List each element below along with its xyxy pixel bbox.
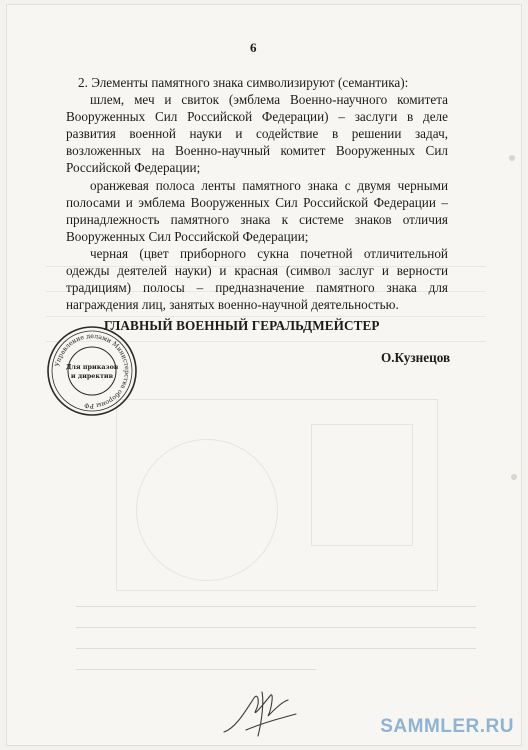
official-stamp: [46, 325, 138, 417]
stamp-ring-text: Управление делами Министерства обороны РФ: [54, 332, 131, 410]
show-through-lower-text: [76, 594, 476, 684]
show-through-square: [311, 424, 413, 546]
paragraph-black-red-stripes: черная (цвет приборного сукна почетной отличительной одежды деятелей науки) и красная (символ заслуг и верности традициям) полосы – предназначение памятного знака для награждения лиц, занятых военно-научной деятельностью.: [66, 245, 448, 313]
show-through-circle: [136, 439, 278, 581]
document-page: [6, 4, 522, 746]
page-number: 6: [250, 40, 257, 55]
handwritten-signature: [216, 680, 306, 740]
signer-name: О.Кузнецов: [381, 350, 451, 365]
paragraph-semantics-intro: 2. Элементы памятного знака символизируют (семантика):: [78, 75, 409, 90]
punch-hole: [511, 474, 517, 480]
signature-title: ГЛАВНЫЙ ВОЕННЫЙ ГЕРАЛЬДМЕЙСТЕР: [104, 318, 380, 333]
watermark: SAMMLER.RU: [380, 716, 514, 737]
stamp-center-line-1: Для приказов: [65, 363, 119, 371]
paragraph-helmet-sword: шлем, меч и свиток (эмблема Военно-научного комитета Вооруженных Сил Российской Федерации) – заслуги в деле развития военной науки и содействие в решении задач, возложенных на Военно-научный комитет Вооруженных Сил Российской Федерации;: [66, 92, 448, 176]
punch-hole: [509, 155, 515, 161]
stamp-center-line-2: и директив: [70, 372, 114, 380]
paragraph-orange-stripe: оранжевая полоса ленты памятного знака с двумя черными полосами и эмблема Вооруженных Сил Российской Федерации – принадлежность памятного знака к системе знаков отличия Вооруженных Сил Российской Федерации;: [66, 177, 448, 244]
body-text: [66, 74, 448, 313]
